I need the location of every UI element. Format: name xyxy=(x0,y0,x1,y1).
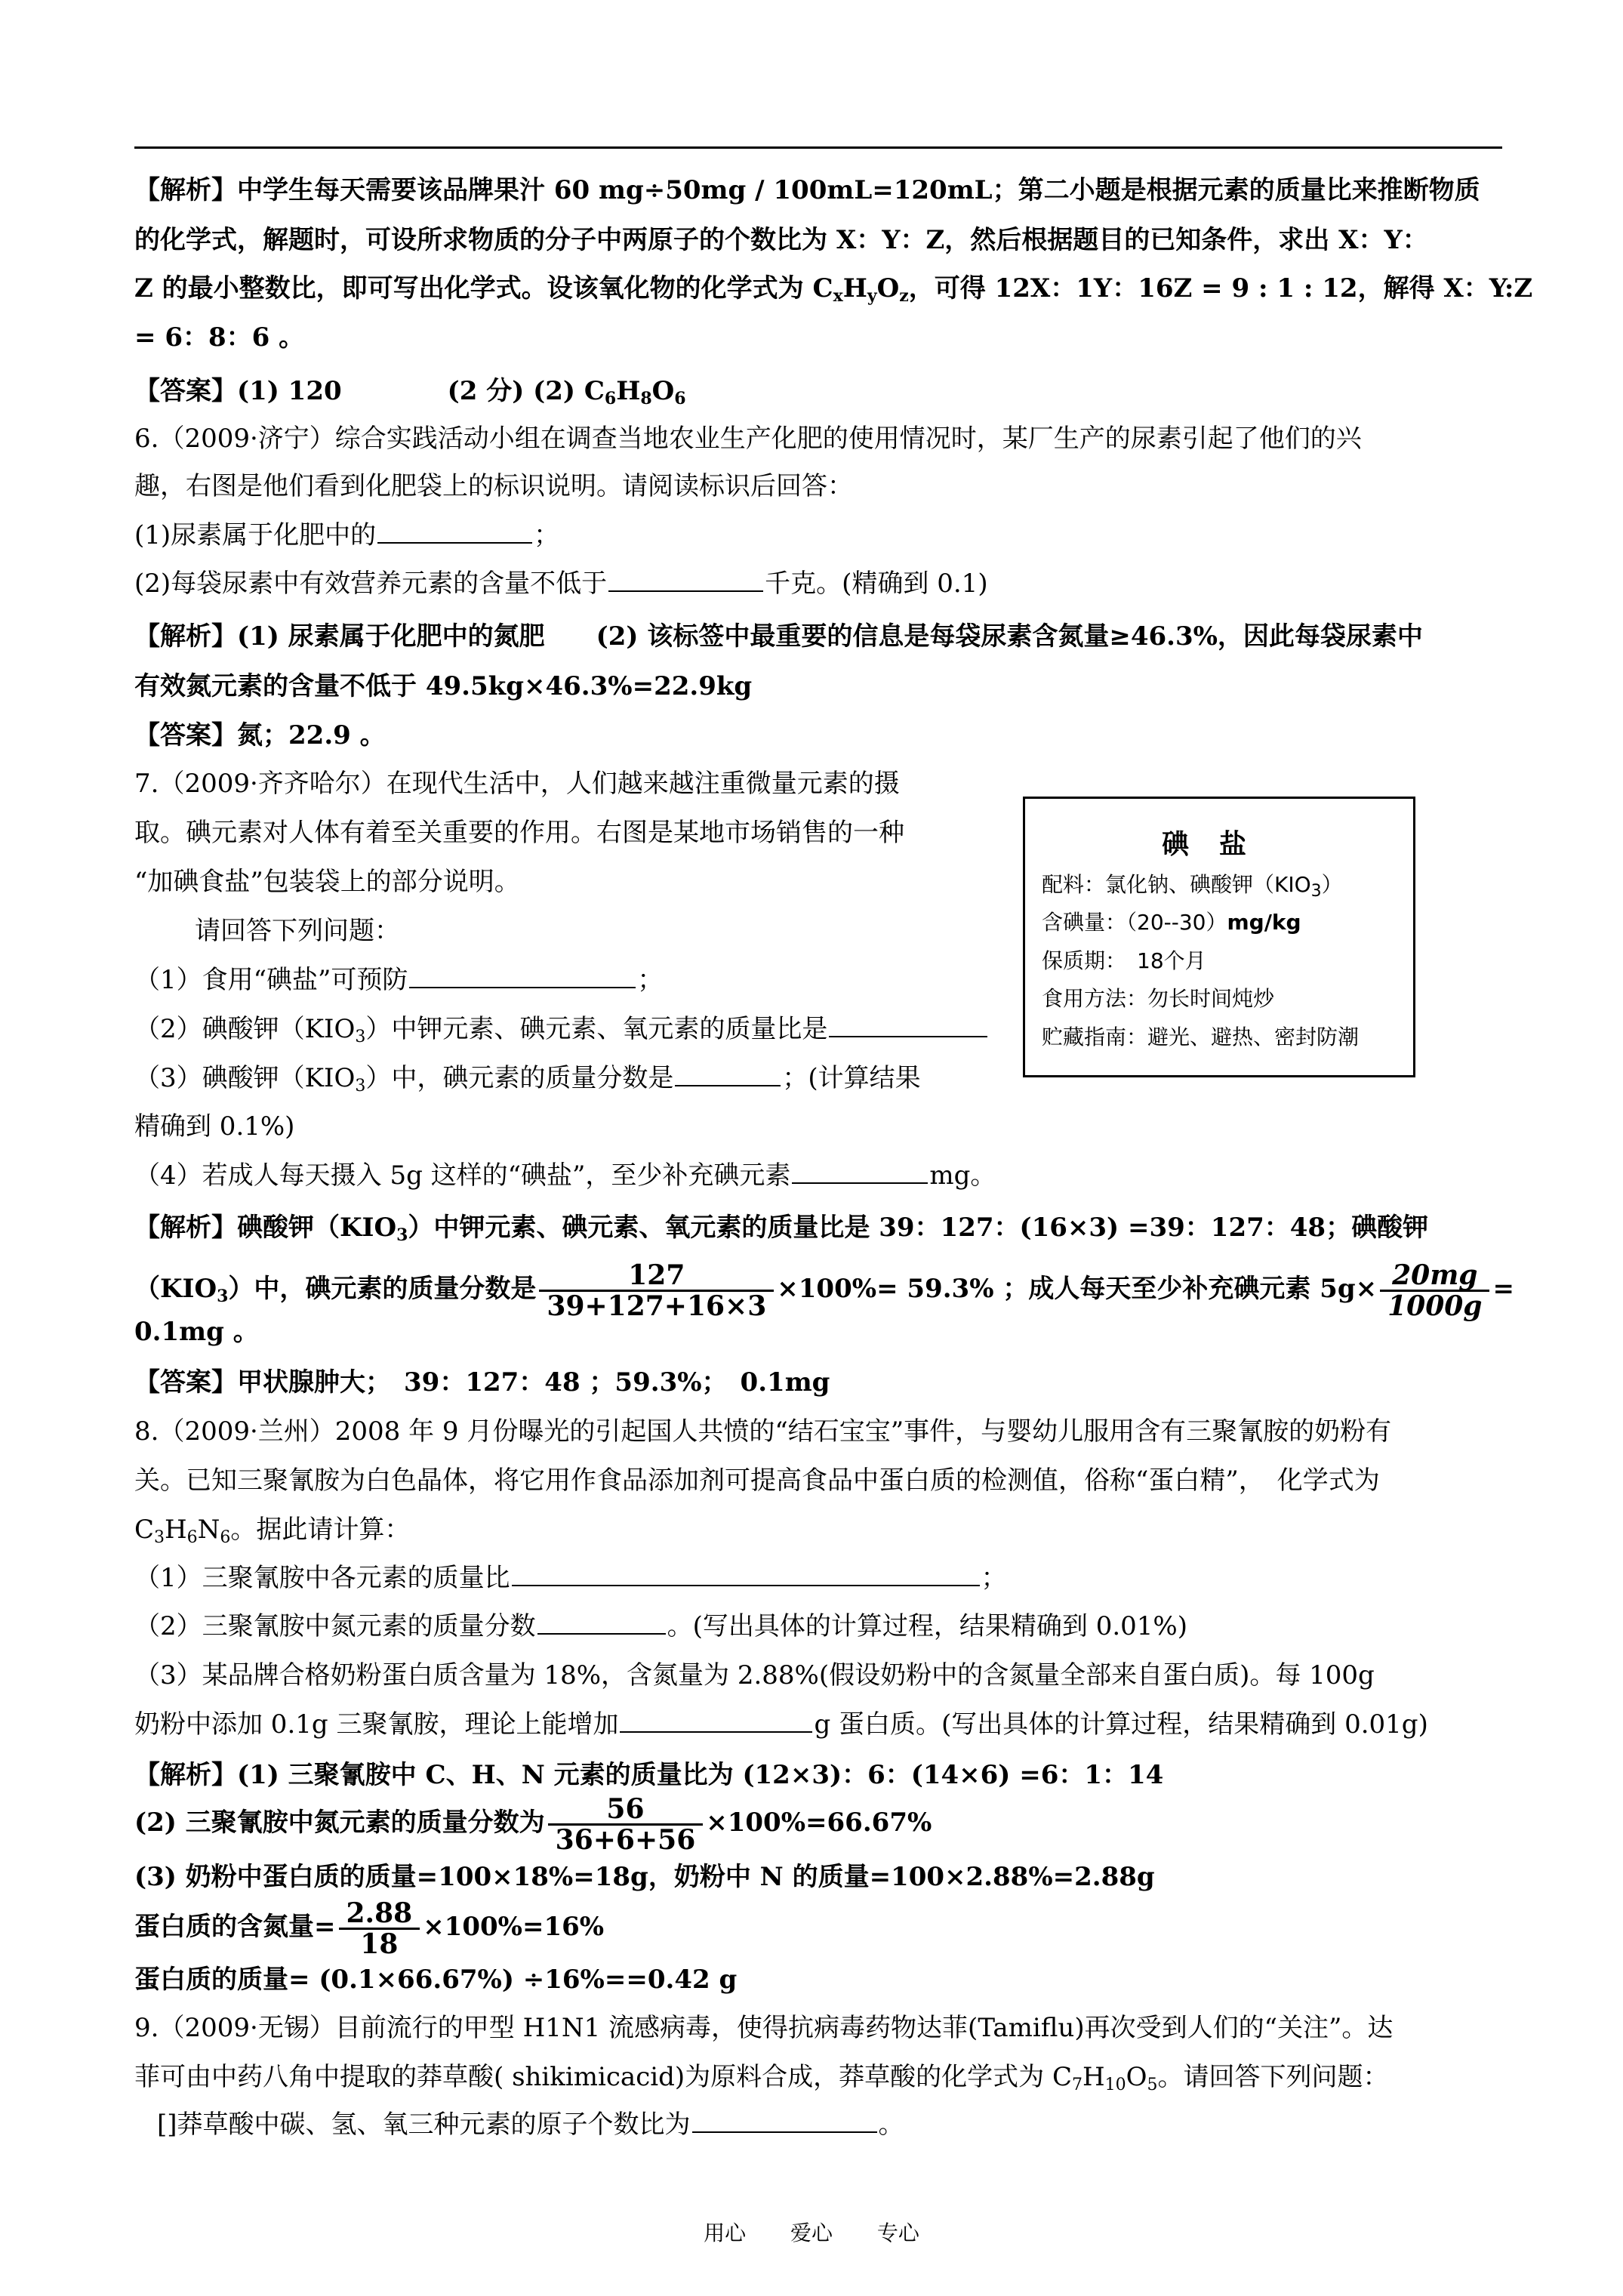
question-8-part-1: （1）三聚氰胺中各元素的质量比 ； xyxy=(134,1558,1007,1598)
page-footer: 用心 爱心 专心 xyxy=(704,2220,919,2245)
analysis-8-line-3: (3) 奶粉中蛋白质的质量=100×18%=18g，奶粉中 N 的质量=100×2.88%=2.88g xyxy=(134,1862,1155,1892)
question-6-line-2: 趣，右图是他们看到化肥袋上的标识说明。请阅读标识后回答： xyxy=(134,471,853,501)
question-8-part-3: （3）某品牌合格奶粉蛋白质含量为 18%，含氮量为 2.88%(假设奶粉中的含氮量全部来自蛋白质)。每 100g xyxy=(134,1660,1375,1690)
question-7-line-1: 7.（2009·齐齐哈尔）在现代生活中，人们越来越注重微量元素的摄 xyxy=(134,769,900,799)
answer-blank[interactable] xyxy=(829,1010,987,1037)
fraction-iodine-dose: $\frac{20mg}{1000g}$ xyxy=(1380,1261,1489,1321)
answer-blank[interactable] xyxy=(675,1059,781,1086)
analysis-8-line-2: (2) 三聚氰胺中氮元素的质量分数为 $\frac{56}{36+6+56}$ ×100%=66.67% xyxy=(134,1792,932,1856)
answer-blank[interactable] xyxy=(409,961,636,988)
question-7-line-4: 请回答下列问题： xyxy=(195,916,400,946)
question-8-line-1: 8.（2009·兰州）2008 年 9 月份曝光的引起国人共愤的“结石宝宝”事件，与婴幼儿服用含有三聚氰胺的奶粉有 xyxy=(134,1416,1392,1447)
analysis-6-line-1: 【解析】(1) 尿素属于化肥中的氮肥 (2) 该标签中最重要的信息是每袋尿素含氮量≥46.3%，因此每袋尿素中 xyxy=(134,621,1423,652)
label-usage: 食用方法：勿长时间炖炒 xyxy=(1042,986,1275,1011)
fraction-protein-nitrogen: $\frac{2.88}{18}$ xyxy=(339,1899,420,1959)
analysis-5-line-4: = 6：8：6 。 xyxy=(134,322,305,353)
question-9-part-1: []莽草酸中碳、氢、氧三种元素的原子个数比为 。 xyxy=(157,2105,904,2144)
label-storage: 贮藏指南：避光、避热、密封防潮 xyxy=(1042,1025,1360,1049)
fraction-iodine-mass: $\frac{127}{39+127+16\times 3}$ xyxy=(539,1261,774,1321)
answer-blank[interactable] xyxy=(792,1157,928,1184)
question-8-line-3: $C_3H_6N_6$。据此请计算： xyxy=(134,1515,411,1547)
answer-blank[interactable] xyxy=(512,1559,980,1586)
fraction-nitrogen-mass: $\frac{56}{36+6+56}$ xyxy=(548,1795,704,1854)
answer-5: 【答案】(1) 120 (2 分) (2) $C_6H_8O_6$ xyxy=(134,376,686,408)
question-7-part-3-cont: 精确到 0.1%) xyxy=(134,1111,295,1142)
analysis-8-line-5: 蛋白质的质量= (0.1×66.67%) ÷16%==0.42 g xyxy=(134,1965,738,1995)
label-iodine-content: 含碘量：（20--30）mg/kg xyxy=(1042,910,1301,935)
answer-blank[interactable] xyxy=(537,1607,666,1635)
question-8-part-3-cont: 奶粉中添加 0.1g 三聚氰胺，理论上能增加 g 蛋白质。(写出具体的计算过程，结果精确到 0.01g) xyxy=(134,1705,1428,1744)
question-7-part-3: （3）碘酸钾$(KIO_3)$中，碘元素的质量分数是 ；(计算结果 xyxy=(134,1059,921,1098)
header-rule xyxy=(134,146,1502,149)
question-8-line-2: 关。已知三聚氰胺为白色晶体，将它用作食品添加剂可提高食品中蛋白质的检测值，俗称“蛋白精”， 化学式为 xyxy=(134,1465,1380,1496)
question-7-line-2: 取。碘元素对人体有着至关重要的作用。右图是某地市场销售的一种 xyxy=(134,818,904,848)
answer-blank[interactable] xyxy=(377,516,532,544)
question-6-part-2: (2)每袋尿素中有效营养元素的含量不低于 千克。(精确到 0.1) xyxy=(134,564,988,603)
analysis-8-line-1: 【解析】(1) 三聚氰胺中 C、H、N 元素的质量比为 (12×3)：6：(14×6) =6：1：14 xyxy=(134,1760,1164,1790)
question-7-line-3: “加碘食盐”包装袋上的部分说明。 xyxy=(134,867,520,897)
analysis-5-line-2: 的化学式，解题时，可设所求物质的分子中两原子的个数比为 X：Y：Z，然后根据题目的已知条件，求出 X：Y： xyxy=(134,225,1428,255)
answer-blank[interactable] xyxy=(608,565,763,592)
label-shelf-life: 保质期： 18个月 xyxy=(1042,948,1206,973)
answer-blank[interactable] xyxy=(620,1706,812,1733)
analysis-6-line-2: 有效氮元素的含量不低于 49.5kg×46.3%=22.9kg xyxy=(134,671,753,701)
question-9-line-1: 9.（2009·无锡）目前流行的甲型 H1N1 流感病毒，使得抗病毒药物达菲(Tamiflu)再次受到人们的“关注”。达 xyxy=(134,2013,1394,2043)
answer-6: 【答案】氮；22.9 。 xyxy=(134,720,386,750)
question-6-line-1: 6.（2009·济宁）综合实践活动小组在调查当地农业生产化肥的使用情况时，某厂生产的尿素引起了他们的兴 xyxy=(134,424,1362,454)
answer-7: 【答案】甲状腺肿大； 39：127：48 ；59.3%； 0.1mg xyxy=(134,1367,830,1398)
iodized-salt-label xyxy=(1023,797,1415,1077)
analysis-8-line-4: 蛋白质的含氮量= $\frac{2.88}{18}$ ×100%=16% xyxy=(134,1897,605,1960)
analysis-7-line-2: $(KIO_3)$中，碘元素的质量分数是 $\frac{127}{39+127+16\times 3}$ ×100%= 59.3% ；成人每天至少补充碘元素 5g× $\frac{20mg}{1000g}$ = xyxy=(134,1259,1514,1322)
answer-blank[interactable] xyxy=(692,2106,877,2133)
analysis-5-line-3: Z 的最小整数比，即可写出化学式。设该氧化物的化学式为 $C_xH_yO_z$，可得 12X：1Y：16Z = 9 : 1 : 12，解得 X：Y:Z xyxy=(134,273,1533,306)
question-7-part-2: （2）碘酸钾$(KIO_3)$中钾元素、碘元素、氧元素的质量比是 xyxy=(134,1009,989,1049)
question-6-part-1: (1)尿素属于化肥中的 ； xyxy=(134,516,559,555)
question-7-part-4: （4）若成人每天摄入 5g 这样的“碘盐”，至少补充碘元素 mg。 xyxy=(134,1156,996,1195)
label-ingredients: 配料：氯化钠、碘酸钾$(KIO_3)$ xyxy=(1042,872,1343,901)
analysis-7-line-3: 0.1mg 。 xyxy=(134,1317,259,1347)
question-8-part-2: （2）三聚氰胺中氮元素的质量分数 。(写出具体的计算过程，结果精确到 0.01%) xyxy=(134,1607,1187,1646)
analysis-7-line-1: 【解析】碘酸钾$(KIO_3)$中钾元素、碘元素、氧元素的质量比是 39：127：(16×3) =39：127：48；碘酸钾 xyxy=(134,1213,1429,1245)
label-title: 碘盐 xyxy=(1161,829,1277,860)
analysis-5-line-1: 【解析】中学生每天需要该品牌果汁 60 mg÷50mg / 100mL=120mL；第二小题是根据元素的质量比来推断物质 xyxy=(134,175,1480,205)
question-9-line-2: 菲可由中药八角中提取的莽草酸( shikimicacid)为原料合成，莽草酸的化学式为 $C_7H_{10}O_5$。请回答下列问题： xyxy=(134,2062,1389,2094)
question-7-part-1: （1）食用“碘盐”可预防 ； xyxy=(134,960,663,1000)
